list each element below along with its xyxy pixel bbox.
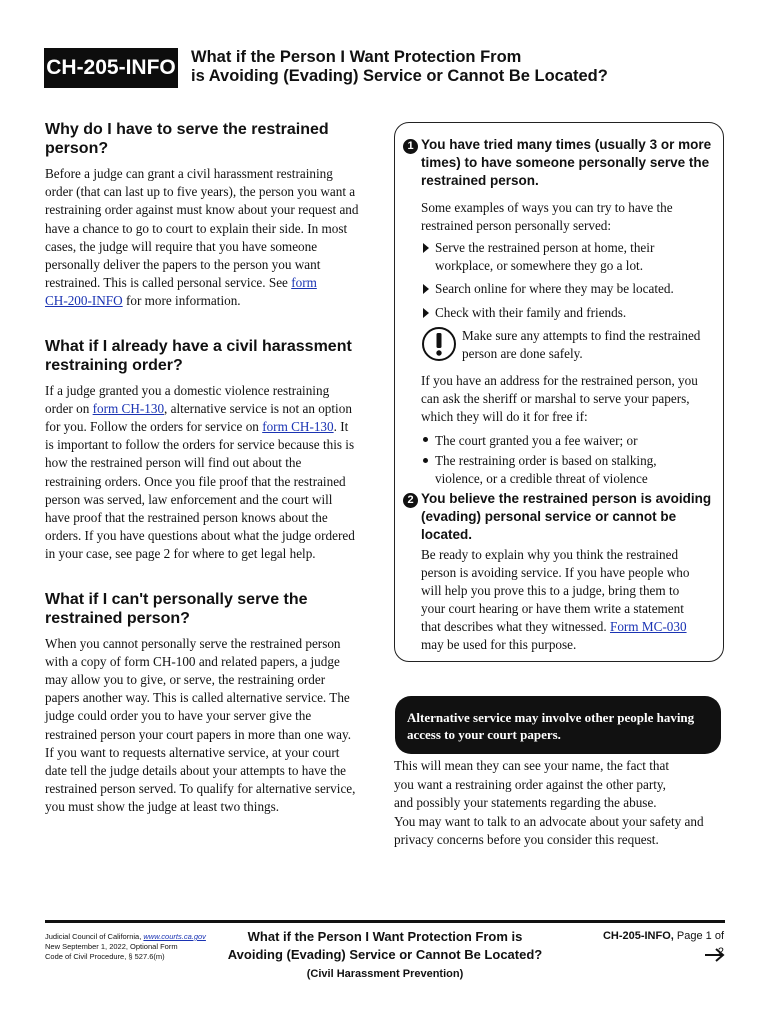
example-item-search: Search online for where they may be located. xyxy=(435,281,674,296)
page-title-line1: What if the Person I Want Protection From xyxy=(191,48,522,66)
text-line: is important to follow the orders for service because this is xyxy=(45,437,355,453)
requirement-2-body xyxy=(421,546,689,654)
requirement-1-heading xyxy=(421,136,711,190)
page-number: Page 1 of 2 xyxy=(673,930,724,958)
code-reference: Code of Civil Procedure, § 527.6(m) xyxy=(45,952,165,961)
text-line: Serve the restrained person at home, their xyxy=(435,240,655,255)
heading-line: located. xyxy=(421,527,473,542)
text-line: restraining orders. Once you file proof that the restrained xyxy=(45,473,346,489)
bullet-dot-icon xyxy=(423,437,428,442)
footer-divider xyxy=(45,920,725,923)
address-paragraph xyxy=(421,372,698,426)
text-line: If you want to requests alternative service, at your court xyxy=(45,744,340,760)
section-body-why-serve xyxy=(45,165,380,311)
form-id-badge: CH-205-INFO xyxy=(44,48,178,88)
text-line: that describes what they witnessed. xyxy=(421,619,610,634)
section-body-cannot-serve xyxy=(45,635,380,817)
text-line: , alternative service is not an option xyxy=(164,400,352,416)
text-line: for more information. xyxy=(122,293,241,309)
footer-title-line: What if the Person I Want Protection From is xyxy=(247,929,523,944)
text-line: with a copy of form CH-100 and related papers, a judge xyxy=(45,653,340,669)
text-line: violence, or a credible threat of violence xyxy=(435,471,648,486)
next-page-arrow-icon[interactable] xyxy=(704,946,726,964)
heading-line: times) to have someone personally serve the xyxy=(421,155,710,170)
text-line: may allow you to give, or serve, the restraining order xyxy=(45,672,326,688)
page-title xyxy=(191,48,661,86)
bullet-dot-icon xyxy=(423,458,428,463)
council-text: Judicial Council of California, xyxy=(45,932,144,941)
text-line: restraining order against must know about your request and xyxy=(45,202,359,218)
text-line: person was served, law enforcement and the court will xyxy=(45,491,333,507)
text-line: cases, the judge will require that you have someone xyxy=(45,238,318,254)
footer-publisher-info xyxy=(45,932,206,962)
text-line: how the restrained person will find out about the xyxy=(45,455,302,471)
section-heading-already-have-order xyxy=(45,337,380,375)
text-line: you want a restraining order against the other party, xyxy=(394,776,666,792)
heading-line: restrained person? xyxy=(45,609,190,627)
text-line: privacy concerns before you consider this request. xyxy=(394,832,659,847)
text-line: When you cannot personally serve the restrained person xyxy=(45,635,341,651)
text-line: which they will do it for free if: xyxy=(421,409,588,424)
text-line: and possibly your statements regarding the abuse. xyxy=(394,795,657,810)
form-mc030-link[interactable]: Form MC-030 xyxy=(609,619,687,634)
text-line: If a judge granted you a domestic violence restraining xyxy=(45,382,330,398)
number-2-badge: 2 xyxy=(403,493,418,508)
text-line: Before a judge can grant a civil harassment restraining xyxy=(45,166,333,181)
bullet-arrow-icon xyxy=(423,243,429,253)
text-line: orders. If you have questions about what the judge ordered xyxy=(45,528,355,544)
section-body-already-have-order xyxy=(45,382,380,564)
form-ch200-link-cont[interactable]: CH-200-INFO xyxy=(45,293,123,309)
text-line: restrained person personally served: xyxy=(421,218,612,233)
text-line: can ask the sheriff or marshal to serve your papers, xyxy=(421,391,690,406)
footer-subtitle: (Civil Harassment Prevention) xyxy=(306,968,464,980)
courts-website-link[interactable]: www.courts.ca.gov xyxy=(143,932,206,941)
text-line: This will mean they can see your name, the fact that xyxy=(394,758,670,773)
bullet-arrow-icon xyxy=(423,308,429,318)
text-line: The restraining order is based on stalking, xyxy=(435,453,657,468)
page-title-line2: is Avoiding (Evading) Service or Cannot Be Located? xyxy=(191,67,608,85)
text-line: personally deliver the papers to the person you want xyxy=(45,257,321,273)
condition-fee-waiver: The court granted you a fee waiver; or xyxy=(435,433,638,448)
alternative-service-banner xyxy=(395,696,721,754)
footer-title-line: Avoiding (Evading) Service or Cannot Be Located? xyxy=(227,947,543,962)
form-date: New September 1, 2022, Optional Form xyxy=(45,942,178,951)
heading-line: restraining order? xyxy=(45,356,183,374)
text-line: restrained person your court papers in more than one way. xyxy=(45,726,352,742)
text-line: for you. Follow the orders for service on xyxy=(45,419,263,435)
text-line: will help you prove this to a judge, bring them to xyxy=(421,583,680,598)
text-line: If you have an address for the restrained person, you xyxy=(421,373,698,388)
heading-line: You have tried many times (usually 3 or more xyxy=(421,137,712,152)
form-ch200-link[interactable]: form xyxy=(291,275,317,291)
text-line: person are done safely. xyxy=(462,346,583,361)
text-line: date tell the judge details about your attempts to have the xyxy=(45,763,347,779)
heading-line: Why do I have to serve the restrained xyxy=(45,121,329,138)
left-column xyxy=(45,120,380,817)
text-line: may be used for this purpose. xyxy=(421,637,577,652)
text-line: You may want to talk to an advocate about your safety and xyxy=(394,813,704,829)
example-item-family: Check with their family and friends. xyxy=(435,305,627,320)
footer-title xyxy=(210,928,560,982)
footer-form-id: CH-205-INFO, xyxy=(602,930,674,942)
text-line: person is avoiding service. If you have people who xyxy=(421,565,690,580)
text-line: you must show the judge at least two things. xyxy=(45,799,280,815)
text-line: in your case, see page 2 for where to get legal help. xyxy=(45,546,316,562)
banner-line: Alternative service may involve other people having xyxy=(407,710,695,725)
text-line: Be ready to explain why you think the restrained xyxy=(421,547,679,562)
section-heading-cannot-serve xyxy=(45,590,380,628)
privacy-paragraph xyxy=(394,757,734,850)
heading-line: person? xyxy=(45,140,109,157)
text-line: Some examples of ways you can try to have the xyxy=(421,200,673,215)
text-line: order on xyxy=(45,400,93,416)
number-1-badge: 1 xyxy=(403,139,418,154)
text-line: papers another way. This is called alternative service. The xyxy=(45,690,350,706)
heading-line: What if I already have a civil harassment xyxy=(45,337,352,355)
examples-intro xyxy=(421,199,673,235)
text-line: workplace, or somewhere they go a lot. xyxy=(435,258,643,273)
heading-line: What if I can't personally serve the xyxy=(45,590,308,608)
form-ch130-link[interactable]: form CH-130 xyxy=(92,400,165,416)
bullet-arrow-icon xyxy=(423,284,429,294)
heading-line: (evading) personal service or cannot be xyxy=(421,509,677,524)
text-line: order (that can last up to five years), the person you want a xyxy=(45,184,356,200)
warning-icon xyxy=(421,326,457,362)
text-line: judge could order you to have your server give the xyxy=(45,708,312,724)
banner-line: access to your court papers. xyxy=(407,727,561,742)
section-heading-why-serve xyxy=(45,120,380,158)
text-line: . It xyxy=(333,419,349,435)
text-line: restrained. This is called personal service. See xyxy=(45,275,292,291)
requirement-2-heading xyxy=(421,490,711,544)
text-line: your court hearing or have them write a statement xyxy=(421,601,684,616)
text-line: have a chance to go to court to explain their side. In most xyxy=(45,220,348,236)
heading-line: You believe the restrained person is avoiding xyxy=(421,491,712,506)
heading-line: restrained person. xyxy=(421,173,539,188)
example-item-home xyxy=(435,239,654,275)
text-line: Make sure any attempts to find the restrained xyxy=(462,328,701,343)
form-ch130-link-2[interactable]: form CH-130 xyxy=(262,419,334,435)
text-line: have proof that the restrained person knows about the xyxy=(45,510,328,526)
safety-warning-text xyxy=(462,327,700,363)
text-line: restrained person served. To qualify for alternative service, xyxy=(45,781,356,797)
condition-stalking xyxy=(435,452,657,488)
